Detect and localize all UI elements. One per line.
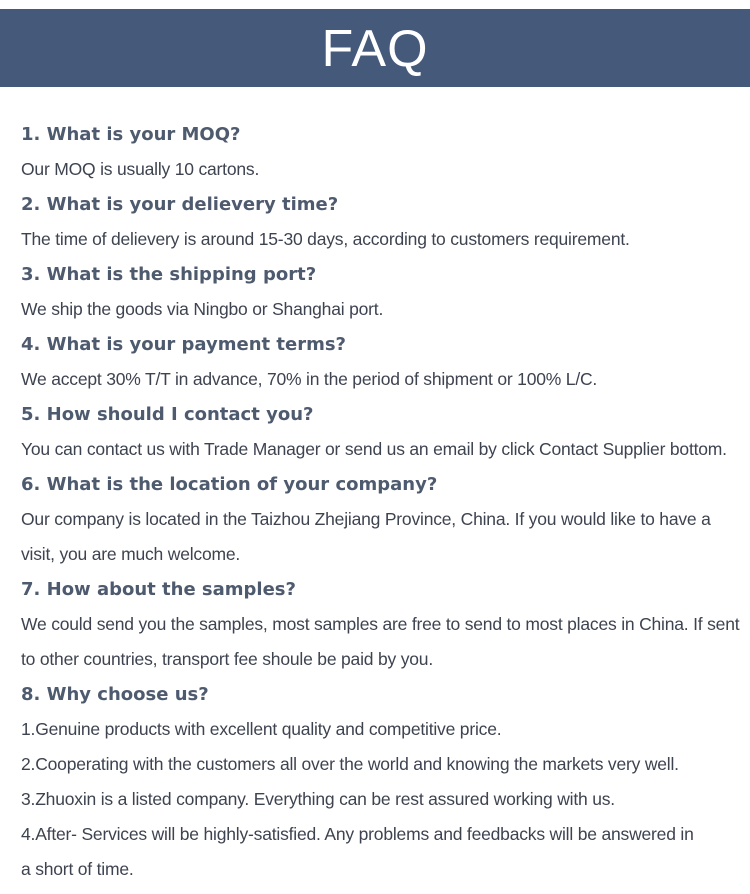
faq-answer [21,152,741,187]
faq-question: 7. How about the samples? [21,579,296,600]
faq-answer-line: to other countries, transport fee shoule be paid by you. [21,649,433,669]
faq-item-samples [21,572,741,677]
faq-item-location [21,467,741,572]
faq-item-payment-terms [21,327,741,397]
faq-answer-line: a short of time. [21,859,134,879]
faq-answer-line: Our company is located in the Taizhou Zhejiang Province, China. If you would like to have a [21,509,711,529]
faq-answer-line: We accept 30% T/T in advance, 70% in the period of shipment or 100% L/C. [21,369,598,389]
faq-answer-line: The time of delievery is around 15-30 days, according to customers requirement. [21,229,630,249]
faq-answer-line: We could send you the samples, most samples are free to send to most places in China. If sent [21,614,740,634]
faq-item-delivery-time [21,187,741,257]
faq-list [21,117,741,887]
faq-question: 2. What is your delievery time? [21,194,339,215]
faq-answer [21,222,741,257]
faq-item-shipping-port [21,257,741,327]
faq-question: 3. What is the shipping port? [21,264,317,285]
page-title: FAQ [321,20,429,78]
faq-answer-line: 2.Cooperating with the customers all over the world and knowing the markets very well. [21,754,679,774]
faq-question: 8. Why choose us? [21,684,209,705]
faq-item-why-choose-us [21,677,741,887]
faq-item-contact [21,397,741,467]
faq-answer [21,292,741,327]
faq-answer-line: 3.Zhuoxin is a listed company. Everything can be rest assured working with us. [21,789,615,809]
faq-answer-line: visit, you are much welcome. [21,544,241,564]
faq-answer-line: Our MOQ is usually 10 cartons. [21,159,260,179]
faq-answer [21,607,741,677]
faq-answer-line: 1.Genuine products with excellent quality and competitive price. [21,719,502,739]
faq-answer [21,362,741,397]
faq-answer-line: We ship the goods via Ningbo or Shanghai port. [21,299,384,319]
faq-question: 4. What is your payment terms? [21,334,346,355]
faq-banner [0,9,750,87]
faq-question: 6. What is the location of your company? [21,474,438,495]
faq-answer-line: You can contact us with Trade Manager or send us an email by click Contact Supplier bottom. [21,439,727,459]
faq-item-moq [21,117,741,187]
faq-answer [21,712,741,887]
faq-answer [21,432,741,467]
faq-answer [21,502,741,572]
faq-answer-line: 4.After- Services will be highly-satisfied. Any problems and feedbacks will be answered in [21,824,694,844]
faq-question: 1. What is your MOQ? [21,124,241,145]
faq-question: 5. How should I contact you? [21,404,314,425]
